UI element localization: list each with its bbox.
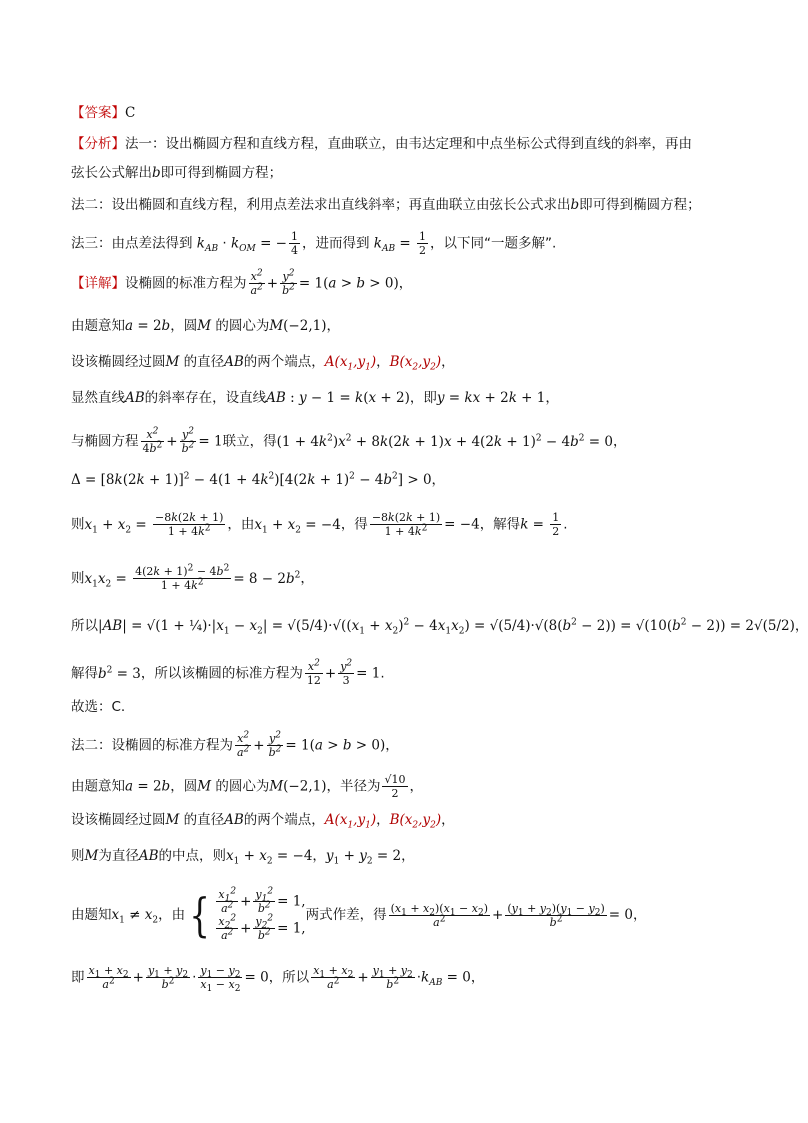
detail-line-8: 则$x_1x_2$ = $\frac{4(2k + 1)^2 - 4b^2}{1 + 4k^2}$ = $8 - 2b^2$，	[71, 563, 314, 592]
detail-line-6: $\Delta = [8k(2k + 1)]^2 - 4(1 + 4k^2)[4(2k + 1)^2 - 4b^2] > 0$，	[71, 471, 446, 488]
analysis-line-3: 法二：设出椭圆和直线方程，利用点差法求出直线斜率；再直曲联立由弦长公式求出b即可得到椭圆方程；	[71, 197, 701, 213]
detail-line-5: 与椭圆方程 $\frac{x^2}{4b^2}$ + $\frac{y^2}{b^2}$ = 1联立，得$(1 + 4k^2)x^2 + 8k(2k + 1)x + 4(2k + 1)^2 - 4b^2 = 0$，	[71, 426, 627, 455]
answer-line	[71, 103, 135, 123]
detail-line-10: 解得$b^2 = 3$，所以该椭圆的标准方程为 $\frac{x^2}{12}$ + $\frac{y^2}{3}$ = 1.	[71, 658, 385, 687]
detail-line-7: 则$x_1 + x_2$ = $\frac{-8k(2k + 1)}{1 + 4k^2}$ ，由$x_1 + x_2 = -4$，得 $\frac{-8k(2k + 1)}{1 + 4k^2}$ = −4，解得k = $\frac{1}{2}$ .	[71, 511, 568, 538]
detail-line-4: 显然直线AB的斜率存在，设直线AB : y − 1 = k(x + 2)，即y = kx + 2k + 1，	[71, 390, 559, 406]
detail-line-12: 法二：设椭圆的标准方程为 $\frac{x^2}{a^2}$ + $\frac{y^2}{b^2}$ = 1(a > b > 0)，	[71, 730, 399, 759]
answer-value: C	[125, 105, 136, 121]
detail-line-13: 由题意知a = 2b，圆M 的圆心为M(−2,1)，半径为 $\frac{√10}{2}$ ，	[71, 773, 423, 800]
detail-line-11: 故选：C.	[71, 699, 126, 715]
detail-line-14: 设该椭圆经过圆M 的直径AB的两个端点，$A(x_1,y_1)$，$B(x_2,y_2)$，	[71, 812, 455, 831]
detail-line-1: 【详解】设椭圆的标准方程为 $\frac{x^2}{a^2}$ + $\frac{y^2}{b^2}$ = 1(a > b > 0)，	[71, 268, 413, 297]
detail-line-16: 由题知$x_1 \ne x_2$，由{ $\frac{x_1^2}{a^2}$ + $\frac{y_1^2}{b^2}$ = 1, $\frac{x_2^2}{a^2}$ + $\frac{y_2^2}{b^2}$ = 1, 两式作差，得 $\frac{(x_1 + x_2)(x_1 - x_2)}{a^2}$ + $\frac{(y_1 + y_2)(y_1 - y_2)}{b^2}$ = 0，	[71, 886, 647, 942]
analysis-tag: 【分析】	[71, 136, 125, 152]
detail-line-3: 设该椭圆经过圆M 的直径AB的两个端点，$A(x_1,y_1)$，$B(x_2,y_2)$，	[71, 354, 455, 373]
detail-line-17: 即 $\frac{x_1 + x_2}{a^2}$ + $\frac{y_1 + y_2}{b^2}$ · $\frac{y_1 - y_2}{x_1 - x_2}$ = 0，所以 $\frac{x_1 + x_2}{a^2}$ + $\frac{y_1 + y_2}{b^2}$ $\cdot k_{AB} = 0$，	[71, 964, 485, 995]
analysis-line-4: 法三：由点差法得到 $k_{AB} \cdot k_{OM}$ = − $\frac{1}{4}$ ，进而得到 $k_{AB}$ = $\frac{1}{2}$ ，以下同“一题多解”.	[71, 230, 557, 257]
answer-tag: 【答案】	[71, 105, 125, 121]
detail-line-2: 由题意知a = 2b，圆M 的圆心为M(−2,1)，	[71, 318, 340, 334]
analysis-line-1: 【分析】法一：设出椭圆方程和直线方程，直曲联立，由韦达定理和中点坐标公式得到直线的斜率，再由	[71, 136, 692, 152]
detail-line-9: 所以$|AB| = √(1 + \frac{1}{4})\cdot|x_1 - x_2| = √(5/4)\cdot√((x_1 + x_2)^2 - 4x_1x_2) = √(5/4)\cdot√(8(b^2 - 2)) = √(10(b^2 - 2)) = 2√(5/2)$，	[71, 617, 808, 637]
detail-line-15: 则M为直径AB的中点，则$x_1 + x_2 = -4$，$y_1 + y_2 = 2$，	[71, 848, 415, 867]
detail-tag: 【详解】	[71, 275, 125, 292]
analysis-line-2: 弦长公式解出b即可得到椭圆方程；	[71, 165, 283, 181]
